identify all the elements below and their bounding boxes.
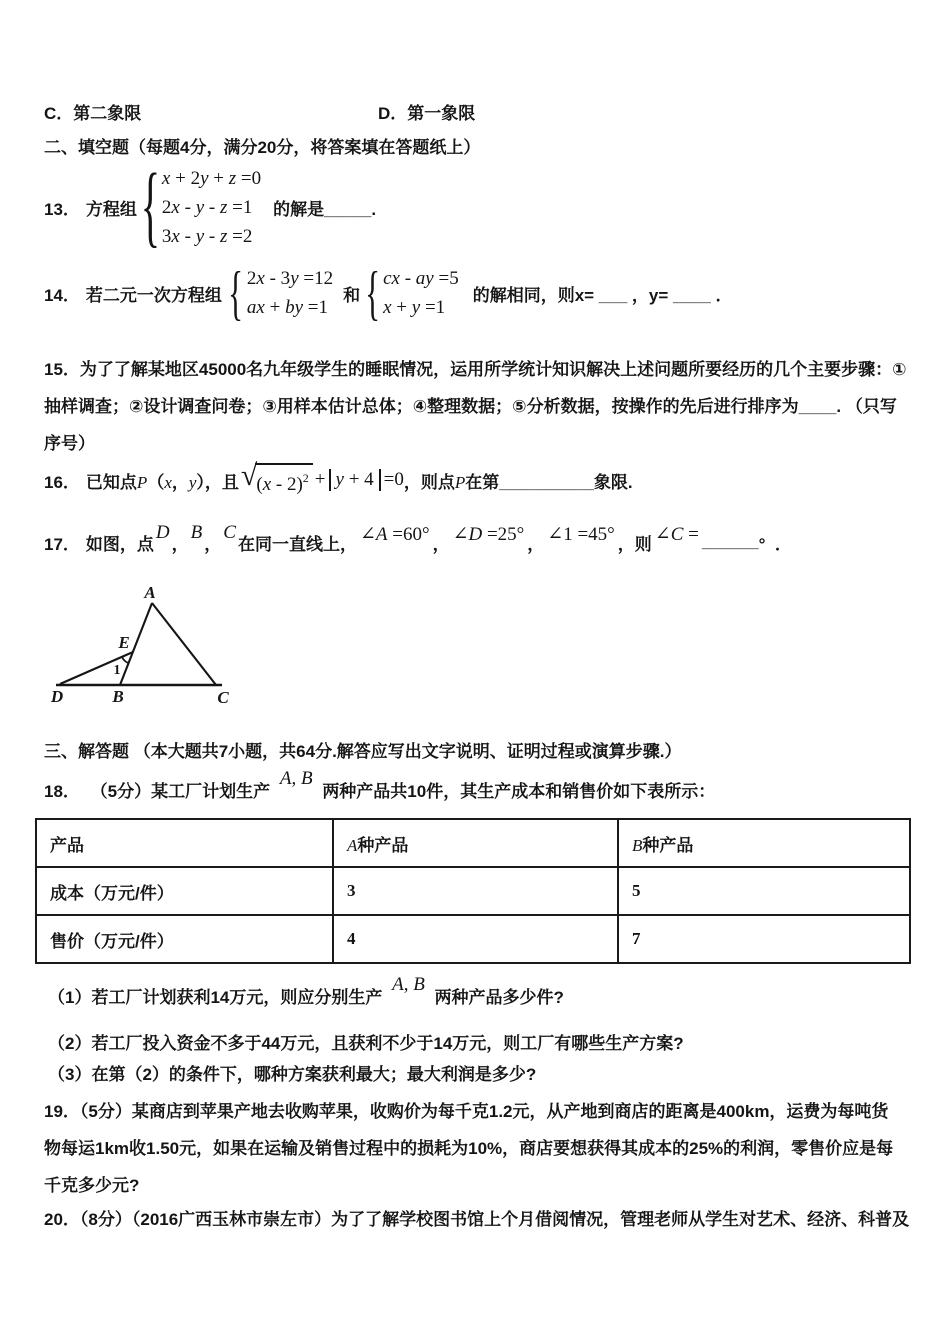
option-d: D．第一象限 (378, 104, 476, 123)
q14-sys1-equation-1: 2x - 3y =12 (246, 268, 334, 289)
question-19 (44, 1093, 893, 1204)
q13-equation-system (141, 156, 262, 258)
table-cell-price-b: 7 (618, 915, 910, 963)
q13-number: 13． (44, 199, 80, 219)
q15-line-2: 抽样调查；②设计调查问卷；③用样本估计总体；④整理数据；⑤分析数据，按操作的先后进行排序为____. （只写 (44, 397, 897, 416)
q14-equation-system-1 (228, 258, 334, 327)
equals-zero: =0 (383, 469, 404, 490)
point-c: C (223, 522, 236, 543)
q17-degree-period: ° ． (758, 534, 792, 554)
q16-post-text: ，则点P在第__________象限. (403, 472, 633, 492)
sub1-pre-text: （1）若工厂计划获利14万元，则应分别生产 (48, 988, 383, 1007)
q18-subquestion-3: （3）在第（2）的条件下，哪种方案获利最大；最大利润是多少? (48, 1065, 537, 1084)
q16-number: 16． (44, 472, 80, 492)
sub1-ab-superscript: A, B (392, 974, 425, 995)
q17-number: 17． (44, 534, 80, 554)
q14-sys2-equation-2: x + y =1 (383, 297, 446, 318)
figure-label-e: E (118, 633, 130, 652)
q18-subquestion-1 (48, 974, 564, 1009)
angle-1-arc (122, 657, 129, 663)
q13-equation-1: x + 2y + z =0 (161, 167, 262, 189)
q14-sys1-equation-2: ax + by =1 (246, 297, 328, 318)
square-root-expression (240, 459, 313, 497)
sub1-post-text: 两种产品多少件? (434, 988, 564, 1007)
products-table (35, 818, 911, 964)
angle-c-expression: ∠C = (654, 523, 699, 545)
question-15 (44, 351, 907, 462)
q18-post-text: 两种产品共10件，其生产成本和销售价如下表所示： (322, 782, 716, 801)
q18-number: 18． (44, 782, 80, 801)
plus-sign: + (314, 469, 326, 490)
figure-side-ac (152, 603, 216, 685)
q19-line-1: 19．（5分）某商店到苹果产地去收购苹果，收购价为每千克1.2元，从产地到商店的距离是400km，运费为每吨货 (44, 1102, 889, 1121)
section2-header: 二、填空题（每题4分，满分20分，将答案填在答题纸上） (44, 138, 481, 157)
comma: ， (527, 534, 545, 554)
table-header-row (36, 819, 910, 867)
q15-line-1: 15．为了了解某地区45000名九年级学生的睡眠情况，运用所学统计知识解决上述问题所要经历的几个主要步骤：① (44, 360, 907, 379)
angle-1-value: ∠1 =45° (547, 523, 615, 545)
q15-line-3: 序号） (44, 434, 95, 453)
q13-blank-suffix: 的解是_____. (273, 199, 377, 219)
triangle-figure (30, 578, 270, 710)
q14-blank-suffix: 的解相同，则x= ___ ，y= ____ ． (472, 285, 733, 305)
question-18 (44, 768, 716, 803)
q18-subquestion-2: （2）若工厂投入资金不多于44万元，且获利不少于14万元，则工厂有哪些生产方案? (48, 1034, 684, 1053)
question-14 (44, 258, 739, 327)
radical-symbol: √ (240, 459, 258, 492)
brace-symbol: { (141, 156, 161, 258)
question-17 (44, 524, 792, 560)
table-cell-cost-b: 5 (618, 867, 910, 915)
q14-number: 14． (44, 285, 80, 305)
absolute-value-expression: y + 4 (329, 469, 381, 491)
figure-label-d: D (50, 687, 64, 706)
q14-joiner: 和 (343, 285, 361, 305)
brace-symbol: { (228, 258, 244, 327)
comma: ， (204, 534, 222, 554)
table-cell-cost-a: 3 (333, 867, 618, 915)
q17-answer-blank: ______ (701, 532, 759, 551)
question-20: 20．（8分）（2016广西玉林市崇左市）为了了解学校图书馆上个月借阅情况，管理老师从学生对艺术、经济、科普及 (44, 1210, 910, 1229)
comma: ， (432, 534, 450, 554)
section3-header: 三、解答题 （本大题共7小题，共64分.解答应写出文字说明、证明过程或演算步骤.） (44, 742, 682, 761)
figure-label-c: C (217, 688, 229, 707)
q19-line-2: 物每运1km收1.50元，如果在运输及销售过程中的损耗为10%，商店要想获得其成本的25%的利润，零售价应是每 (44, 1139, 894, 1158)
figure-label-angle1: 1 (113, 663, 121, 678)
q17-text-1: 如图，点 (85, 534, 154, 554)
table-cell-product-a: A种产品 (333, 819, 618, 867)
radicand: (x - 2)$^2$ (255, 463, 312, 497)
q17-text-2: 在同一直线上， (237, 534, 357, 554)
question-16 (44, 458, 633, 502)
q14-sys2-equation-1: cx - ay =5 (383, 268, 459, 289)
point-b: B (190, 522, 203, 543)
table-cell-cost-label: 成本（万元/件） (36, 867, 333, 915)
radicand-exponent: 2 (302, 471, 309, 485)
brace-symbol: { (364, 258, 380, 327)
figure-label-a: A (144, 583, 156, 602)
q14-equation-system-2 (364, 258, 459, 327)
figure-label-b: B (112, 687, 124, 706)
q13-equation-3: 3x - y - z =2 (161, 225, 253, 247)
option-c: C．第二象限 (44, 104, 142, 123)
q17-text-3: ，则 (617, 534, 652, 554)
table-cell-product: 产品 (36, 819, 333, 867)
comma: ， (171, 534, 189, 554)
q14-label: 若二元一次方程组 (85, 285, 222, 305)
table-cell-product-b: B种产品 (618, 819, 910, 867)
q18-ab-superscript: A, B (279, 768, 313, 789)
q13-equation-2: 2x - y - z =1 (161, 196, 253, 218)
point-d: D (155, 522, 170, 543)
angle-d-value: ∠D =25° (452, 523, 525, 545)
table-row-cost (36, 867, 910, 915)
q16-pre-text: 已知点P（x，y），且 (85, 472, 239, 492)
table-cell-price-label: 售价（万元/件） (36, 915, 333, 963)
question-13 (44, 156, 382, 258)
q19-line-3: 千克多少元? (44, 1176, 140, 1195)
table-row-price (36, 915, 910, 963)
q18-pre-text: （5分）某工厂计划生产 (90, 782, 271, 801)
table-cell-price-a: 4 (333, 915, 618, 963)
q13-label: 方程组 (85, 199, 137, 219)
angle-a-value: ∠A =60° (359, 523, 430, 545)
